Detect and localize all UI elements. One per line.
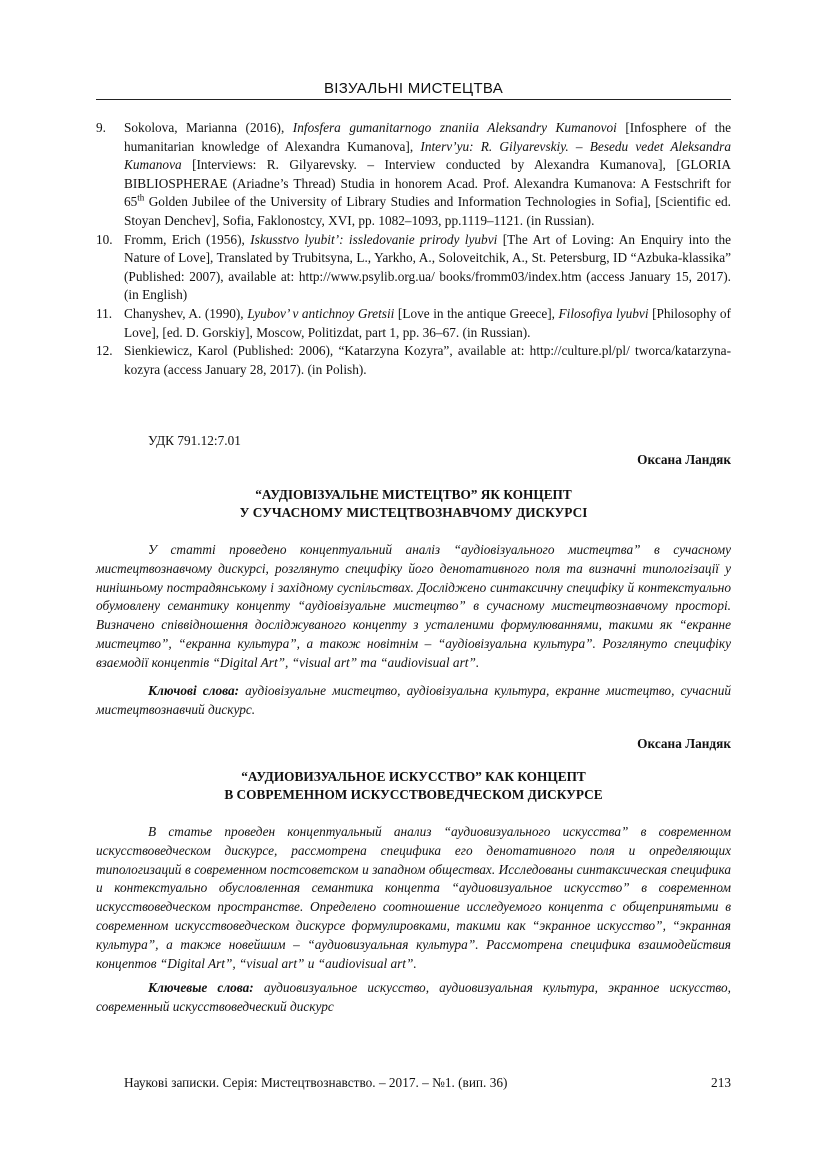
keywords-rus	[96, 979, 731, 1017]
author-name-rus: Оксана Ландяк	[637, 736, 731, 751]
article-title-rus-line1: “АУДИОВИЗУАЛЬНОЕ ИСКУССТВО” КАК КОНЦЕПТ	[241, 769, 586, 784]
reference-title: Infosfera gumanitarnogo znaniia Aleksandry Kumanovoi	[292, 120, 617, 135]
reference-item	[96, 342, 731, 379]
reference-text: [Love in the antique Greece],	[394, 305, 559, 321]
keywords-ukr-text: аудіовізуальне мистецтво, аудіовізуальна культура, екранне мистецтво, сучасний мистецтвознавчий дискурс.	[96, 683, 731, 717]
keywords-rus-label: Ключевые слова:	[148, 980, 254, 995]
author-name-ukr: Оксана Ландяк	[637, 452, 731, 467]
reference-text: Sokolova, Marianna (2016),	[124, 120, 293, 135]
reference-text: Golden Jubilee of the University of Library Studies and Information Technologies in Sofia], [Scientific ed. Stoyan Denchev], Sofia, Faklonostcy, XVI, pp. 1082–1093, pp.1119–1121. (in Russian).	[124, 194, 731, 228]
abstract-ukr	[96, 541, 731, 673]
reference-title: Interv’yu: R. Gilyarevskiy. – Besedu vedet Aleksandra Kumanova	[124, 138, 731, 173]
article-title-ukr-line2: У СУЧАСНОМУ МИСТЕЦТВОЗНАВЧОМУ ДИСКУРСІ	[239, 505, 588, 520]
reference-number: 10.	[96, 231, 113, 247]
article-title-ukr-line1: “АУДІОВІЗУАЛЬНЕ МИСТЕЦТВО” ЯК КОНЦЕПТ	[255, 487, 572, 502]
article-title-rus	[96, 768, 731, 804]
header-rule	[96, 99, 731, 100]
reference-item	[96, 305, 731, 342]
reference-item	[96, 231, 731, 305]
reference-number: 9.	[96, 120, 106, 135]
keywords-ukr	[96, 682, 731, 720]
abstract-rus	[96, 823, 731, 973]
reference-title: Lyubov’ v antichnoy Gretsii	[247, 305, 395, 321]
reference-text: Chanyshev, A. (1990),	[124, 305, 248, 321]
footer-journal: Наукові записки. Серія: Мистецтвознавство. – 2017. – №1. (вип. 36)	[124, 1075, 508, 1090]
reference-number: 12.	[96, 343, 113, 359]
reference-title: Iskusstvo lyubit’: issledovanie prirody lyubvi	[250, 231, 498, 247]
reference-text: Fromm, Erich (1956),	[124, 231, 251, 247]
udk-code: УДК 791.12:7.01	[148, 433, 241, 448]
abstract-rus-text: В статье проведен концептуальный анализ “аудиовизуального искусства” в современном искусствоведческом дискурсе, рассмотрена специфика его денотативного поля и определяющих типологизаций в современном постсоветском и западном обществах. Исследованы синтаксическая специфика и контекстуально обусловленная семантика концепта “аудиовизуальное искусство” в современном искусствоведческом пространстве. Определено соотношение исследуемого концепта с общепринятыми в современном искусствоведческом дискурсе формулировками, такими как “экранное искусство”, “экранная культура”, а также новейшим – “аудиовизуальная культура”. Рассмотрена специфика взаимодействия концептов “Digital Art”, “visual art” и “audiovisual art”.	[96, 824, 731, 971]
reference-text: [Interviews: R. Gilyarevsky. – Interview conducted by Alexandra Kumanova], [GLORIA BIBLIOSPHERAE (Ariadne’s Thread) Studia in honorem Acad. Prof. Alexandra Kumanova: A Festschrift for 65	[124, 157, 731, 210]
reference-text: [The Art of Loving: An Enquiry into the Nature of Love], Translated by Trubitsyna, L., Yarkho, A., Soloveitchik, A., St. Petersburg, ID “Azbuka-klassika” (Published: 2007), available at: http://www.psylib.org.ua/ books/fromm03/index.htm (access January 15, 2017). (in English)	[124, 231, 731, 303]
reference-text: Sienkiewicz, Karol (Published: 2006), “Katarzyna Kozyra”, available at: http://culture.pl/pl/ tworca/katarzyna-kozyra (access January 28, 2017). (in Polish).	[124, 343, 731, 377]
abstract-ukr-text: У статті проведено концептуальний аналіз “аудіовізуального мистецтва” в сучасному мистецтвознавчому дискурсі, розглянуто специфіку його денотативного поля та визначні типологізації у нинішньому пострадянському і західному суспільствах. Досліджено синтаксичну специфіку й контекстуально обумовлену семантику концепту “аудіовізуальне мистецтво” в сучасному мистецтвознавчому просторі. Визначено співвідношення досліджуваного концепту з усталеними формулюваннями, такими як “екранне мистецтво”, “екранна культура”, а також новітнім – “аудіовізуальна культура”. Розглянуто специфіку взаємодії концептів “Digital Art”, “visual art” та “audiovisual art”.	[96, 542, 731, 670]
reference-text: [Philosophy of Love], [ed. D. Gorskiy], Moscow, Politizdat, part 1, pp. 36–67. (in Russian).	[124, 305, 731, 340]
article-title-ukr	[96, 486, 731, 522]
reference-title: Filosofiya lyubvi	[558, 305, 649, 321]
reference-text: th	[137, 192, 145, 203]
page-number: 213	[711, 1075, 731, 1090]
running-head: ВІЗУАЛЬНІ МИСТЕЦТВА	[323, 80, 504, 97]
reference-number: 11.	[96, 305, 113, 321]
reference-text: [Infosphere of the humanitarian knowledge of Alexandra Kumanova],	[124, 120, 731, 154]
keywords-ukr-label: Ключові слова:	[148, 683, 240, 698]
article-title-rus-line2: В СОВРЕМЕННОМ ИСКУССТВОВЕДЧЕСКОМ ДИСКУРСЕ	[224, 787, 603, 802]
reference-item	[96, 119, 731, 231]
reference-list	[96, 119, 731, 379]
keywords-rus-text: аудиовизуальное искусство, аудиовизуальная культура, экранное искусство, современный искусствоведческий дискурс	[96, 980, 731, 1014]
